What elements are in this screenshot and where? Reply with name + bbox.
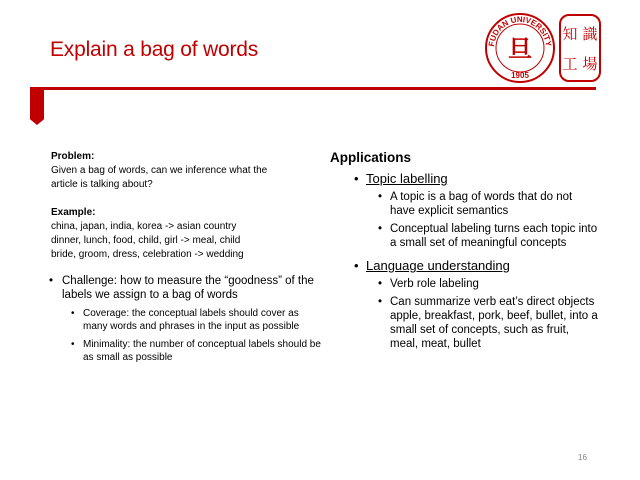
language-understanding-label: Language understanding <box>366 258 510 273</box>
language-understanding-list <box>378 277 600 351</box>
list-item: • A topic is a bag of words that do not have explicit semantics <box>378 190 600 218</box>
list-item: • Can summarize verb eat’s direct objects apple, breakfast, pork, beef, bullet, into a small set of concepts, such as fruit, meal, meat, bullet <box>378 295 600 351</box>
list-item: • Conceptual labeling turns each topic into a small set of meaningful concepts <box>378 222 600 250</box>
page-number: 16 <box>578 453 587 462</box>
topic-labelling-bullet <box>354 171 600 186</box>
topic-labelling-list <box>378 190 600 250</box>
challenge-sub-list <box>75 307 321 364</box>
seal-year: 1905 <box>511 71 529 80</box>
example-line: china, japan, india, korea -> asian country <box>51 221 237 232</box>
challenge-bullet: • Challenge: how to measure the “goodness” of the labels we assign to a bag of words <box>51 274 321 302</box>
problem-line: article is talking about? <box>51 179 153 190</box>
slide-title: Explain a bag of words <box>50 38 259 61</box>
right-column <box>330 150 600 351</box>
topic-labelling-label: Topic labelling <box>366 171 448 186</box>
list-item: • Verb role labeling <box>378 277 600 291</box>
logo-char-1: 知 <box>562 25 578 43</box>
logo-char-3: 工 <box>562 55 578 73</box>
logo-char-4: 場 <box>582 55 598 73</box>
language-understanding-bullet <box>354 258 600 273</box>
fudan-seal-icon <box>484 12 602 84</box>
minimality-bullet: • Minimality: the number of conceptual labels should be as small as possible <box>75 338 321 364</box>
seal-center-char: 旦 <box>508 35 532 63</box>
header-tab <box>30 87 44 125</box>
example-label: Example: <box>51 207 96 218</box>
example-line: bride, groom, dress, celebration -> wedding <box>51 249 244 260</box>
problem-label: Problem: <box>51 151 95 162</box>
coverage-bullet: • Coverage: the conceptual labels should cover as many words and phrases in the input as possible <box>75 307 321 333</box>
logo <box>484 12 602 84</box>
seal-arc-text: FUDAN UNIVERSITY <box>486 14 554 47</box>
header-divider <box>30 87 596 90</box>
problem-line: Given a bag of words, can we inference what the <box>51 165 268 176</box>
logo-char-2: 識 <box>582 25 598 43</box>
left-column <box>51 150 321 364</box>
example-line: dinner, lunch, food, child, girl -> meal, child <box>51 235 241 246</box>
applications-heading: Applications <box>330 150 412 165</box>
